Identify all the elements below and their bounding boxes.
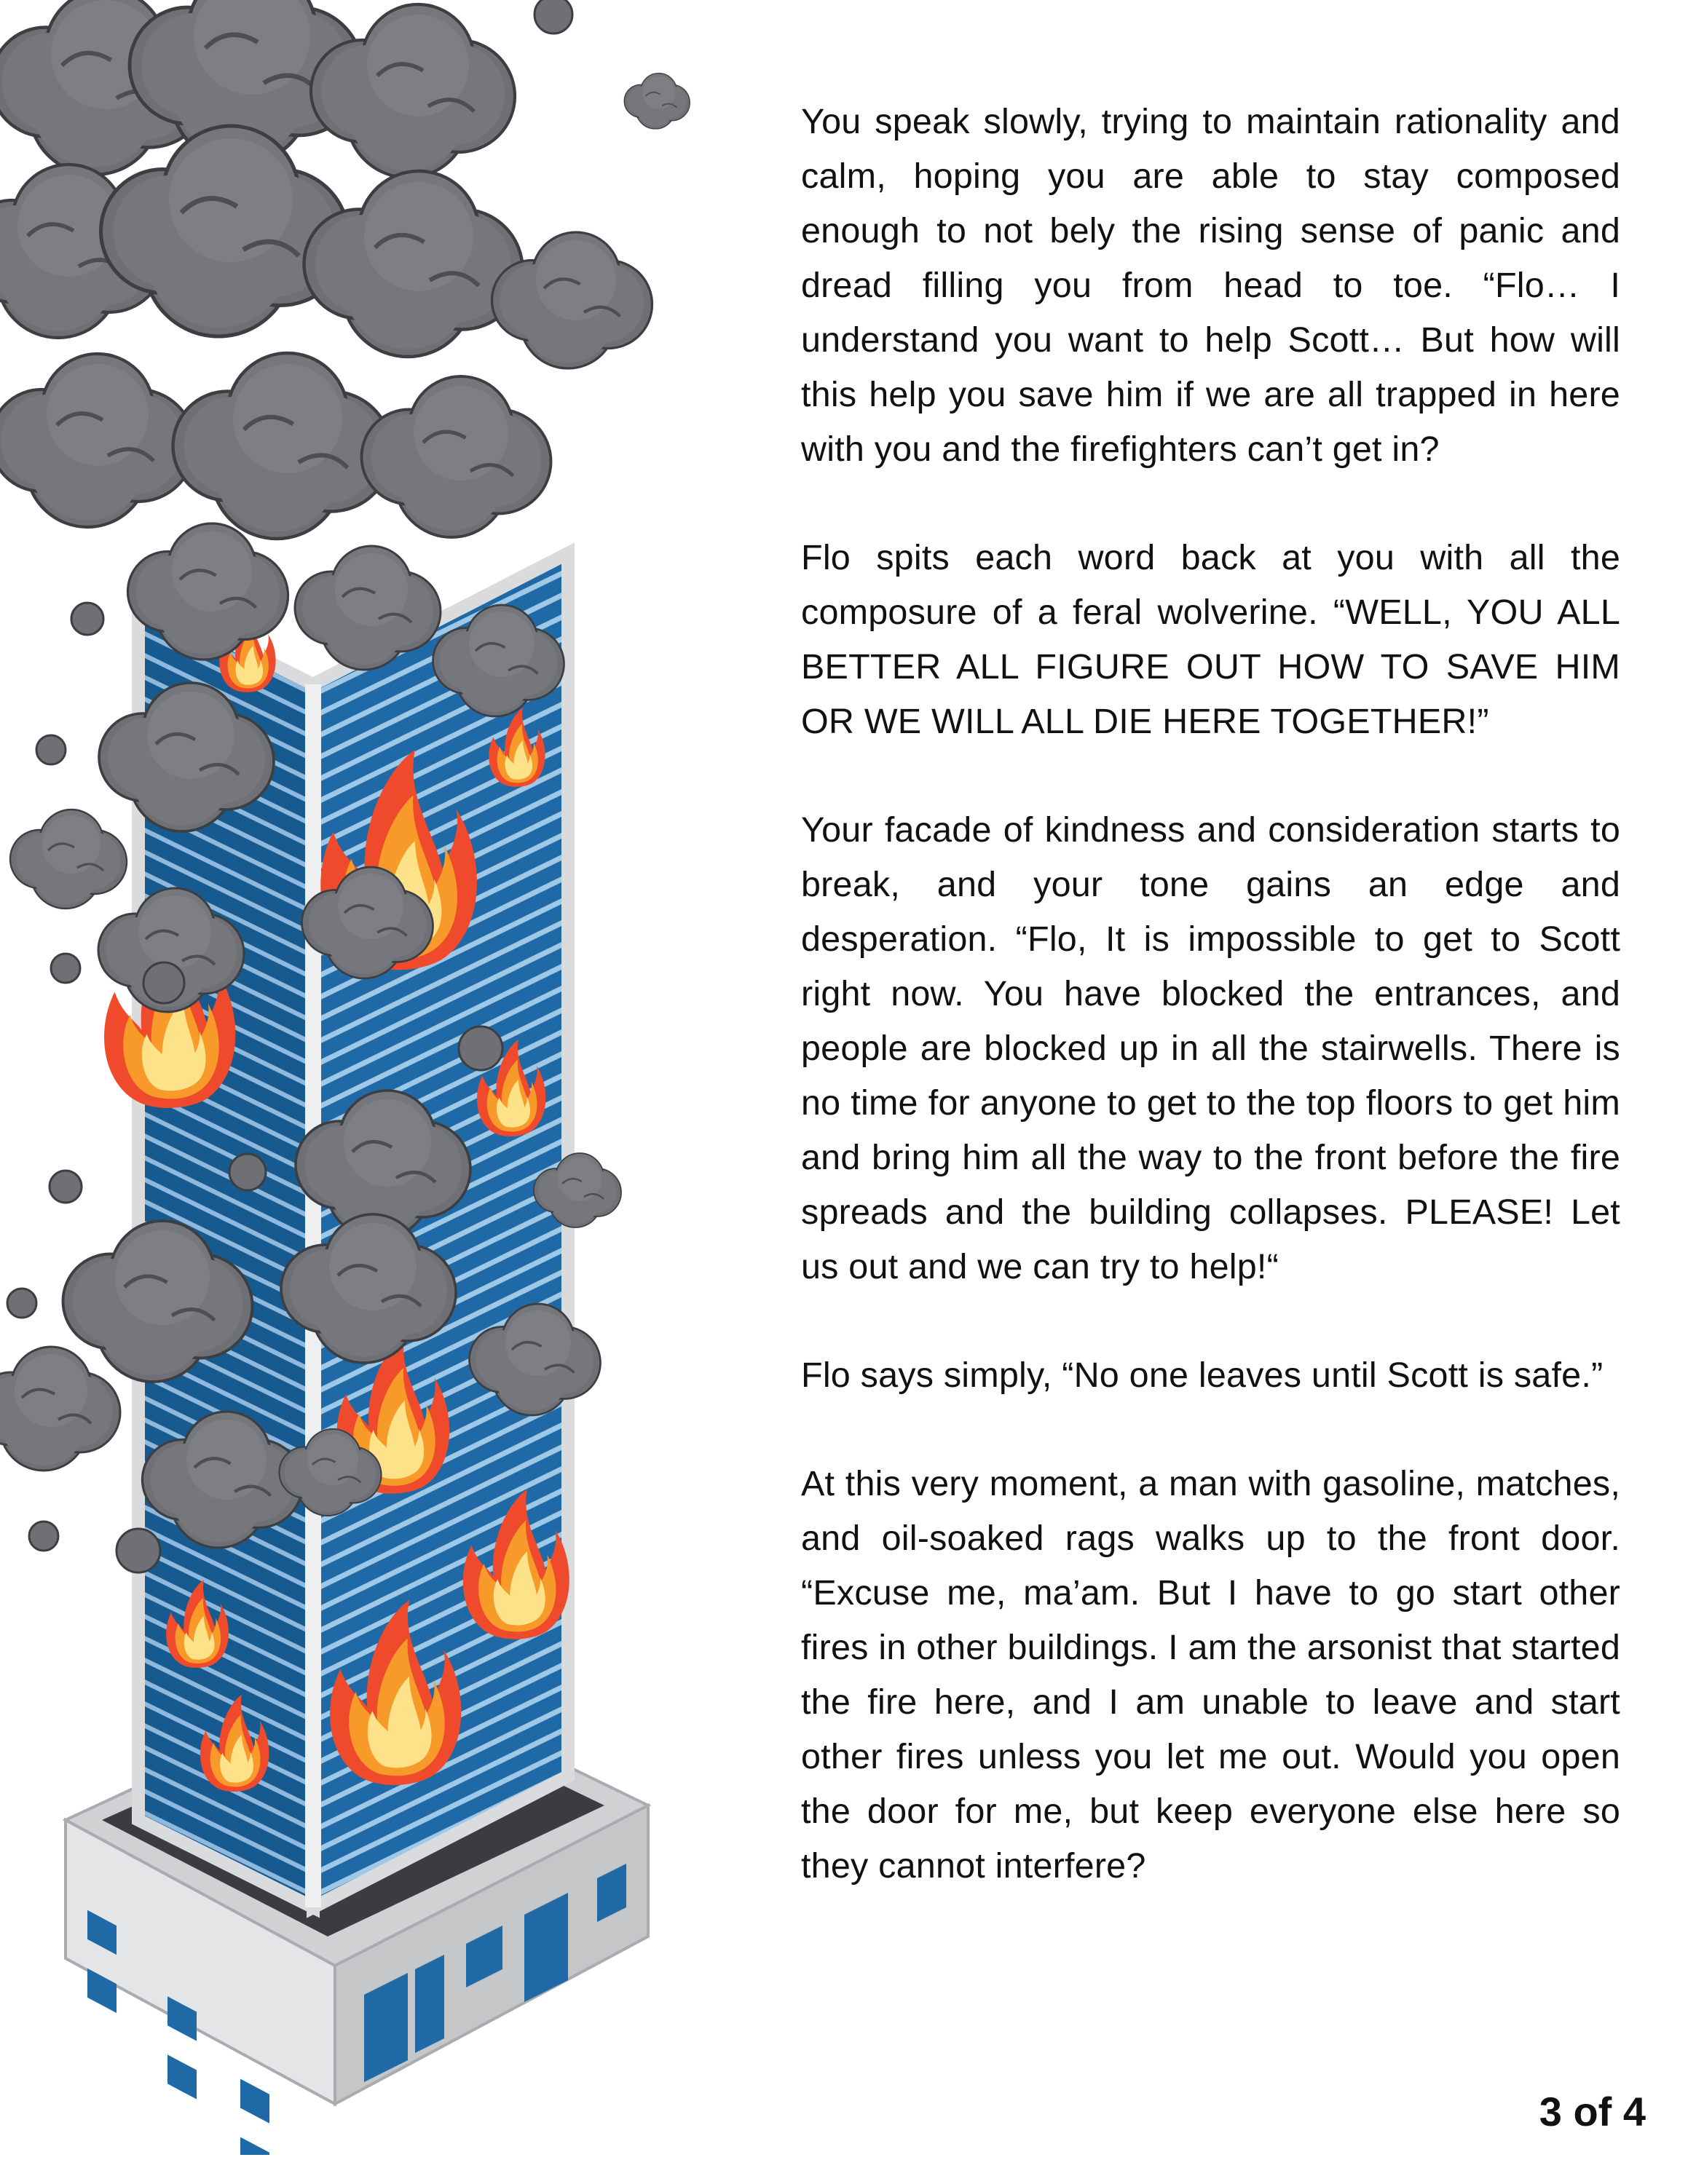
burning-skyscraper-illustration — [0, 0, 728, 2155]
page-number: 3 of 4 — [1539, 2089, 1646, 2134]
story-paragraph: At this very moment, a man with gasoline, matches, and oil-soaked rags walks up to the front door. “Excuse me, ma’am. But I have to go start other fires in other buildings. I am the arsonist that started the fire here, and I am unable to leave and start other fires unless you let me out. Would you open the door for me, but keep everyone else here so they cannot interfere? — [801, 1464, 1620, 1886]
story-paragraph: Flo says simply, “No one leaves until Scott is safe.” — [801, 1356, 1604, 1395]
story-text — [801, 95, 1620, 1894]
skyscraper-svg — [0, 0, 728, 2155]
story-paragraph: You speak slowly, trying to maintain rationality and calm, hoping you are able to stay composed enough to not bely the rising sense of panic and dread filling you from head to toe. “Flo… I understand you want to help Scott… But how will this help you save him if we are all trapped in here with you and the firefighters can’t get in? — [801, 102, 1620, 469]
story-paragraph: Flo spits each word back at you with all the composure of a feral wolverine. “WELL, YOU ALL BETTER ALL FIGURE OUT HOW TO SAVE HIM OR WE WILL ALL DIE HERE TOGETHER!” — [801, 538, 1620, 741]
story-paragraph: Your facade of kindness and consideration starts to break, and your tone gains an edge and desperation. “Flo, It is impossible to get to Scott right now. You have blocked the entrances, and people are blocked up in all the stairwells. There is no time for anyone to get to the top floors to get him and bring him all the way to the front before the fire spreads and the building collapses. PLEASE! Let us out and we can try to help!“ — [801, 810, 1620, 1286]
